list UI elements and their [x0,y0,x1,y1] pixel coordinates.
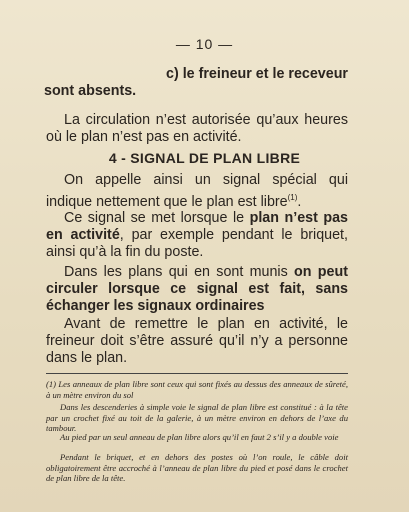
item-c-line2: sont absents. [44,83,137,99]
item-c-line1: c) le freineur et le receveur [166,66,348,82]
definition-end: . [297,193,302,210]
footnote-1: (1) Les anneaux de plan libre sont ceux qui sont fixés au dessus des anneaux de sûreté, à un mètre environ du sol [46,379,348,400]
paragraph-plans [46,264,348,315]
footnote-2: Dans les descenderies à simple voie le signal de plan libre est constitué : à la tête par un crochet fixé au toit de la galerie, à un mètre environ en dehors de l’axe du tambour. [46,402,348,434]
placement-bold: plan n’est pas en activité [46,210,348,243]
placement-pre: Ce signal se met lorsque le [64,210,250,226]
footnote-ref: (1) [287,193,298,202]
page-number: — 10 — [175,36,234,52]
paragraph-before [46,316,348,367]
section-heading: 4 - SIGNAL DE PLAN LIBRE [108,150,301,166]
paragraph-circulation [46,112,348,146]
footnote-4: Pendant le briquet, et en dehors des postes où l’on roule, le câble doit obligatoirement être accroché à l’anneau de plan libre du pied et posé dans le crochet de plan libre de la tête. [46,452,348,484]
plans-bold: on peut circuler lorsque ce signal est fait, sans échanger les signaux ordinaires [46,264,348,314]
footnote-divider [46,373,348,374]
definition-text: On appelle ainsi un signal spécial qui indique nettement que le plan est libre [46,172,348,210]
item-c [46,66,348,100]
placement-post: , par exemple pendant le briquet, ainsi qu’à la fin du poste. [46,227,349,260]
footnote-3: Au pied par un seul anneau de plan libre alors qu’il en faut 2 s’il y a double voie [60,432,339,442]
paragraph-placement [46,210,348,261]
plans-pre: Dans les plans qui en sont munis [64,264,295,280]
paragraph-circulation-text: La circulation n’est autorisée qu’aux heures où le plan n’est pas en activité. [46,112,348,145]
paragraph-definition [46,172,348,211]
paragraph-before-text: Avant de remettre le plan en activité, le freineur doit s’être assuré qu’il n’y a personne dans le plan. [46,316,348,366]
